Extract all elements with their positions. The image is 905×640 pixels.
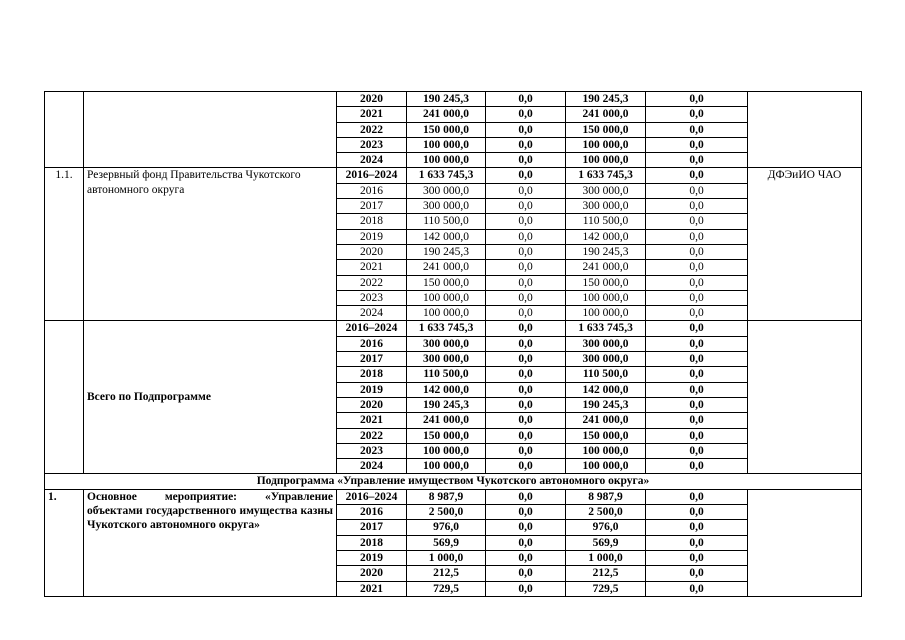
- other-amount-cell: 0,0: [646, 459, 748, 474]
- total-amount-cell: 150 000,0: [407, 428, 486, 443]
- other-amount-cell: 0,0: [646, 275, 748, 290]
- federal-amount-cell: 0,0: [486, 550, 566, 565]
- federal-amount-cell: 0,0: [486, 214, 566, 229]
- item-name: Основное мероприятие: «Управление объектами государственного имущества казны Чукотского автономного округа»: [84, 489, 337, 596]
- year-cell: 2022: [337, 428, 407, 443]
- regional-amount-cell: 190 245,3: [566, 244, 646, 259]
- total-amount-cell: 300 000,0: [407, 352, 486, 367]
- total-amount-cell: 212,5: [407, 566, 486, 581]
- year-cell: 2017: [337, 352, 407, 367]
- regional-amount-cell: 1 633 745,3: [566, 321, 646, 336]
- other-amount-cell: 0,0: [646, 489, 748, 504]
- federal-amount-cell: 0,0: [486, 183, 566, 198]
- other-amount-cell: 0,0: [646, 107, 748, 122]
- federal-amount-cell: 0,0: [486, 168, 566, 183]
- other-amount-cell: 0,0: [646, 428, 748, 443]
- regional-amount-cell: 110 500,0: [566, 214, 646, 229]
- regional-amount-cell: 142 000,0: [566, 382, 646, 397]
- year-cell: 2018: [337, 367, 407, 382]
- regional-amount-cell: 150 000,0: [566, 122, 646, 137]
- federal-amount-cell: 0,0: [486, 352, 566, 367]
- other-amount-cell: 0,0: [646, 520, 748, 535]
- federal-amount-cell: 0,0: [486, 199, 566, 214]
- other-amount-cell: 0,0: [646, 581, 748, 596]
- regional-amount-cell: 729,5: [566, 581, 646, 596]
- other-amount-cell: 0,0: [646, 352, 748, 367]
- other-amount-cell: 0,0: [646, 566, 748, 581]
- other-amount-cell: 0,0: [646, 214, 748, 229]
- other-amount-cell: 0,0: [646, 199, 748, 214]
- federal-amount-cell: 0,0: [486, 275, 566, 290]
- year-cell: 2022: [337, 122, 407, 137]
- total-amount-cell: 976,0: [407, 520, 486, 535]
- number-cell: [45, 321, 84, 474]
- federal-amount-cell: 0,0: [486, 367, 566, 382]
- year-cell: 2018: [337, 214, 407, 229]
- total-amount-cell: 190 245,3: [407, 244, 486, 259]
- total-amount-cell: 150 000,0: [407, 275, 486, 290]
- item-number: 1.1.: [45, 168, 84, 321]
- total-amount-cell: 100 000,0: [407, 290, 486, 305]
- year-cell: 2021: [337, 107, 407, 122]
- federal-amount-cell: 0,0: [486, 459, 566, 474]
- year-cell: 2017: [337, 199, 407, 214]
- year-cell: 2017: [337, 520, 407, 535]
- federal-amount-cell: 0,0: [486, 122, 566, 137]
- other-amount-cell: 0,0: [646, 153, 748, 168]
- regional-amount-cell: 241 000,0: [566, 107, 646, 122]
- total-amount-cell: 729,5: [407, 581, 486, 596]
- year-cell: 2023: [337, 137, 407, 152]
- total-amount-cell: 241 000,0: [407, 107, 486, 122]
- year-cell: 2019: [337, 229, 407, 244]
- total-amount-cell: 100 000,0: [407, 443, 486, 458]
- regional-amount-cell: 300 000,0: [566, 183, 646, 198]
- other-amount-cell: 0,0: [646, 183, 748, 198]
- federal-amount-cell: 0,0: [486, 306, 566, 321]
- regional-amount-cell: 150 000,0: [566, 428, 646, 443]
- total-amount-cell: 190 245,3: [407, 397, 486, 412]
- executor-cell: [748, 321, 862, 474]
- total-amount-cell: 100 000,0: [407, 137, 486, 152]
- executor-cell: [748, 489, 862, 596]
- federal-amount-cell: 0,0: [486, 137, 566, 152]
- other-amount-cell: 0,0: [646, 168, 748, 183]
- regional-amount-cell: 100 000,0: [566, 306, 646, 321]
- other-amount-cell: 0,0: [646, 122, 748, 137]
- total-amount-cell: 300 000,0: [407, 183, 486, 198]
- total-amount-cell: 190 245,3: [407, 92, 486, 107]
- other-amount-cell: 0,0: [646, 321, 748, 336]
- year-cell: 2023: [337, 290, 407, 305]
- regional-amount-cell: 100 000,0: [566, 137, 646, 152]
- total-amount-cell: 142 000,0: [407, 382, 486, 397]
- other-amount-cell: 0,0: [646, 413, 748, 428]
- regional-amount-cell: 1 000,0: [566, 550, 646, 565]
- regional-amount-cell: 190 245,3: [566, 397, 646, 412]
- regional-amount-cell: 150 000,0: [566, 275, 646, 290]
- regional-amount-cell: 241 000,0: [566, 413, 646, 428]
- year-cell: 2024: [337, 459, 407, 474]
- federal-amount-cell: 0,0: [486, 581, 566, 596]
- budget-table: [44, 91, 862, 597]
- budget-table-body: [45, 92, 862, 597]
- total-amount-cell: 100 000,0: [407, 306, 486, 321]
- federal-amount-cell: 0,0: [486, 244, 566, 259]
- year-cell: 2016–2024: [337, 489, 407, 504]
- total-amount-cell: 2 500,0: [407, 505, 486, 520]
- total-amount-cell: 150 000,0: [407, 122, 486, 137]
- budget-table-page: [44, 91, 861, 597]
- other-amount-cell: 0,0: [646, 367, 748, 382]
- regional-amount-cell: 1 633 745,3: [566, 168, 646, 183]
- regional-amount-cell: 100 000,0: [566, 443, 646, 458]
- year-cell: 2016–2024: [337, 168, 407, 183]
- federal-amount-cell: 0,0: [486, 535, 566, 550]
- year-cell: 2024: [337, 153, 407, 168]
- year-cell: 2019: [337, 550, 407, 565]
- executor-cell: [748, 92, 862, 168]
- total-amount-cell: 1 633 745,3: [407, 321, 486, 336]
- federal-amount-cell: 0,0: [486, 321, 566, 336]
- regional-amount-cell: 100 000,0: [566, 459, 646, 474]
- other-amount-cell: 0,0: [646, 92, 748, 107]
- federal-amount-cell: 0,0: [486, 428, 566, 443]
- federal-amount-cell: 0,0: [486, 397, 566, 412]
- year-cell: 2021: [337, 581, 407, 596]
- federal-amount-cell: 0,0: [486, 566, 566, 581]
- federal-amount-cell: 0,0: [486, 413, 566, 428]
- federal-amount-cell: 0,0: [486, 336, 566, 351]
- regional-amount-cell: 241 000,0: [566, 260, 646, 275]
- regional-amount-cell: 300 000,0: [566, 336, 646, 351]
- number-cell: [45, 92, 84, 168]
- federal-amount-cell: 0,0: [486, 229, 566, 244]
- year-cell: 2023: [337, 443, 407, 458]
- year-cell: 2020: [337, 566, 407, 581]
- total-amount-cell: 1 000,0: [407, 550, 486, 565]
- year-cell: 2021: [337, 260, 407, 275]
- year-cell: 2016: [337, 505, 407, 520]
- other-amount-cell: 0,0: [646, 535, 748, 550]
- regional-amount-cell: 976,0: [566, 520, 646, 535]
- other-amount-cell: 0,0: [646, 260, 748, 275]
- year-cell: 2016–2024: [337, 321, 407, 336]
- regional-amount-cell: 142 000,0: [566, 229, 646, 244]
- federal-amount-cell: 0,0: [486, 443, 566, 458]
- other-amount-cell: 0,0: [646, 137, 748, 152]
- federal-amount-cell: 0,0: [486, 382, 566, 397]
- federal-amount-cell: 0,0: [486, 260, 566, 275]
- total-amount-cell: 569,9: [407, 535, 486, 550]
- total-amount-cell: 142 000,0: [407, 229, 486, 244]
- federal-amount-cell: 0,0: [486, 92, 566, 107]
- table-row: [45, 168, 862, 183]
- table-row: [45, 321, 862, 336]
- regional-amount-cell: 300 000,0: [566, 352, 646, 367]
- regional-amount-cell: 110 500,0: [566, 367, 646, 382]
- year-cell: 2024: [337, 306, 407, 321]
- regional-amount-cell: 100 000,0: [566, 290, 646, 305]
- total-amount-cell: 241 000,0: [407, 260, 486, 275]
- year-cell: 2020: [337, 397, 407, 412]
- other-amount-cell: 0,0: [646, 306, 748, 321]
- item-name: Резервный фонд Правительства Чукотского автономного округа: [84, 168, 337, 321]
- total-amount-cell: 110 500,0: [407, 214, 486, 229]
- year-cell: 2020: [337, 244, 407, 259]
- total-amount-cell: 1 633 745,3: [407, 168, 486, 183]
- other-amount-cell: 0,0: [646, 336, 748, 351]
- other-amount-cell: 0,0: [646, 382, 748, 397]
- year-cell: 2016: [337, 183, 407, 198]
- subprogram-title: Подпрограмма «Управление имуществом Чукотского автономного округа»: [45, 474, 862, 489]
- regional-amount-cell: 300 000,0: [566, 199, 646, 214]
- regional-amount-cell: 8 987,9: [566, 489, 646, 504]
- table-row: [45, 489, 862, 504]
- regional-amount-cell: 100 000,0: [566, 153, 646, 168]
- year-cell: 2021: [337, 413, 407, 428]
- total-amount-cell: 300 000,0: [407, 199, 486, 214]
- other-amount-cell: 0,0: [646, 244, 748, 259]
- federal-amount-cell: 0,0: [486, 290, 566, 305]
- federal-amount-cell: 0,0: [486, 505, 566, 520]
- federal-amount-cell: 0,0: [486, 489, 566, 504]
- regional-amount-cell: 212,5: [566, 566, 646, 581]
- federal-amount-cell: 0,0: [486, 107, 566, 122]
- subprogram-total-label: Всего по Подпрограмме: [84, 321, 337, 474]
- year-cell: 2022: [337, 275, 407, 290]
- subprogram-header-row: [45, 474, 862, 489]
- total-amount-cell: 8 987,9: [407, 489, 486, 504]
- total-amount-cell: 100 000,0: [407, 459, 486, 474]
- year-cell: 2019: [337, 382, 407, 397]
- total-amount-cell: 300 000,0: [407, 336, 486, 351]
- regional-amount-cell: 2 500,0: [566, 505, 646, 520]
- table-row: [45, 92, 862, 107]
- other-amount-cell: 0,0: [646, 505, 748, 520]
- name-cell: [84, 92, 337, 168]
- year-cell: 2016: [337, 336, 407, 351]
- year-cell: 2018: [337, 535, 407, 550]
- regional-amount-cell: 190 245,3: [566, 92, 646, 107]
- other-amount-cell: 0,0: [646, 443, 748, 458]
- other-amount-cell: 0,0: [646, 290, 748, 305]
- total-amount-cell: 241 000,0: [407, 413, 486, 428]
- regional-amount-cell: 569,9: [566, 535, 646, 550]
- executor-name: ДФЭиИО ЧАО: [748, 168, 862, 321]
- total-amount-cell: 100 000,0: [407, 153, 486, 168]
- item-number: 1.: [45, 489, 84, 596]
- federal-amount-cell: 0,0: [486, 520, 566, 535]
- federal-amount-cell: 0,0: [486, 153, 566, 168]
- other-amount-cell: 0,0: [646, 550, 748, 565]
- total-amount-cell: 110 500,0: [407, 367, 486, 382]
- other-amount-cell: 0,0: [646, 229, 748, 244]
- year-cell: 2020: [337, 92, 407, 107]
- other-amount-cell: 0,0: [646, 397, 748, 412]
